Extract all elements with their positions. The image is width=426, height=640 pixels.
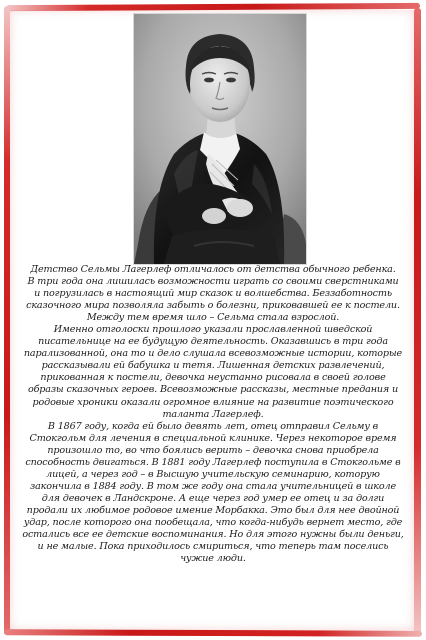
biography-line: В 1867 году, когда ей было девять лет, отец отправил Сельму в <box>47 420 379 432</box>
biography-line: Между тем время шло – Сельма стала взрослой. <box>86 312 340 324</box>
red-frame-right <box>414 8 421 634</box>
red-frame-bottom <box>4 629 422 636</box>
biography-line: парализованной, она то и дело слушала всевозможные истории, которые <box>23 348 403 360</box>
portrait-photo <box>133 13 307 265</box>
biography-line: чужие люди. <box>180 553 246 565</box>
red-frame-top <box>6 3 420 11</box>
biography-line: способность двигаться. В 1881 году Лагерлеф поступила в Стокгольме в <box>25 456 401 468</box>
biography-line: таланта Лагерлеф. <box>162 408 264 420</box>
biography-line: образы сказочных героев. Всевозможные рассказы, местные предания и <box>27 384 399 396</box>
biography-line: произошло то, во что боялись верить – девочка снова приобрела <box>47 444 379 456</box>
biography-line: Детство Сельмы Лагерлеф отличалось от детства обычного ребенка. <box>30 264 396 275</box>
biography-line: удар, после которого она пообещала, что когда-нибудь вернет место, где <box>23 516 403 528</box>
biography-line: и не малые. Пока приходилось смириться, что теперь там поселись <box>37 541 389 553</box>
biography-line: Именно отголоски прошлого указали прославленной шведской <box>53 324 373 336</box>
biography-line: писательнице на ее будущую деятельность. Оказавшись в три года <box>38 336 388 348</box>
biography-line: родовые хроники оказали огромное влияние на развитие поэтического <box>32 396 394 408</box>
biography-line: рассказывали ей бабушка и тетя. Лишенная детских развлечений, <box>41 360 385 372</box>
biography-line: Стокгольм для лечения в специальной клинике. Через некоторое время <box>29 432 397 444</box>
biography-line: В три года она лишилась возможности играть со своими сверстниками <box>27 276 399 288</box>
biography-line: сказочного мира позволяла забыть о болезни, приковавшей ее к постели. <box>26 300 400 312</box>
biography-line: продали их любимое родовое имение Морбакка. Это был для нее двойной <box>26 504 400 516</box>
biography-text <box>14 264 412 626</box>
biography-line: прикованная к постели, девочка неустанно рисовала в своей голове <box>40 372 386 384</box>
biography-line: и погрузилась в настоящий мир сказок и волшебства. Беззаботность <box>34 288 392 300</box>
biography-line: закончила в 1884 году. В том же году она стала учительницей в школе <box>29 480 396 492</box>
biography-line: для девочек в Ландскроне. А еще через год умер ее отец и за долги <box>41 492 385 504</box>
red-frame-left <box>4 6 10 634</box>
biography-line: лицей, а через год – в Высшую учительскую семинарию, которую <box>46 468 380 480</box>
biography-line: остались все ее детские воспоминания. Но для этого нужны были деньги, <box>22 529 404 541</box>
